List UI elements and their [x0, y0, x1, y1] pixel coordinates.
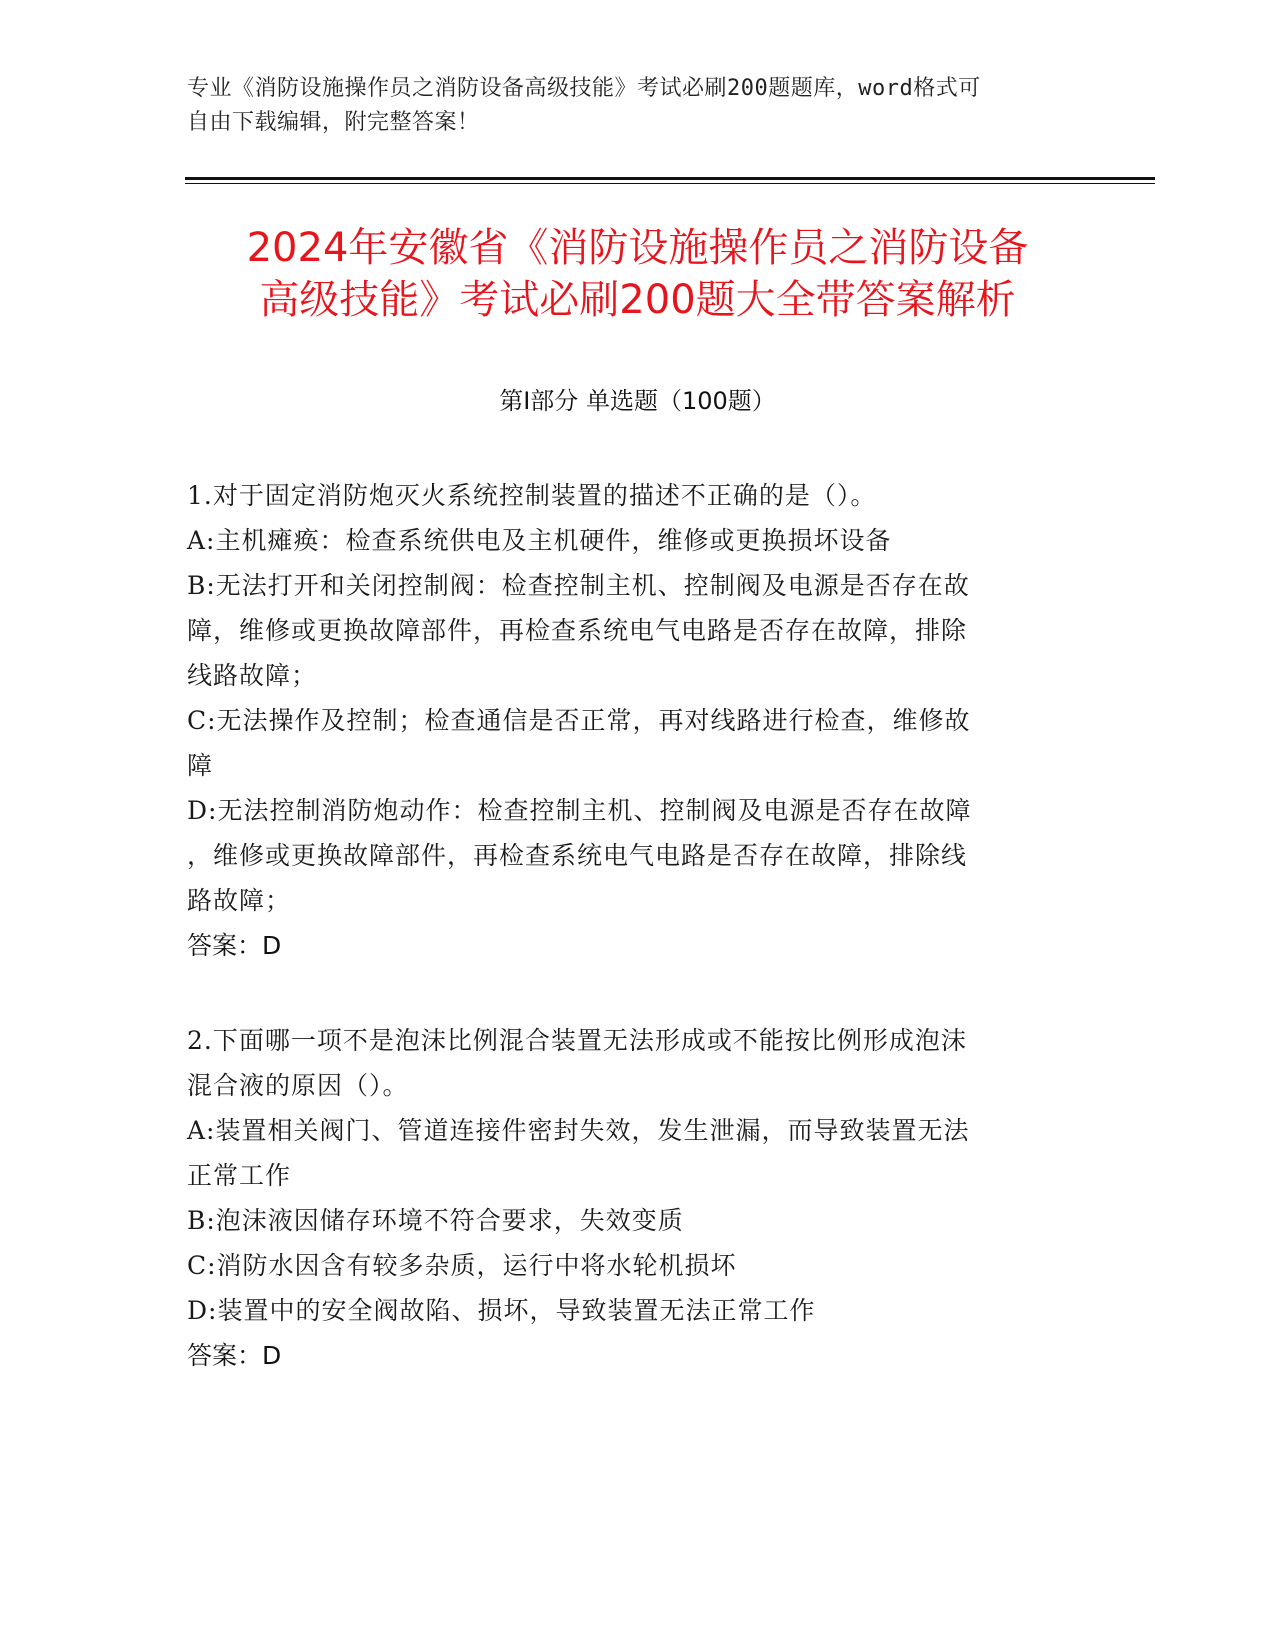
option-a: A:主机瘫痪：检查系统供电及主机硬件，维修或更换损坏设备: [187, 526, 892, 555]
option-c: C:无法操作及控制；检查通信是否正常，再对线路进行检查，维修故: [187, 706, 971, 735]
header-note: [187, 72, 1067, 140]
option-d-continued: 路故障；: [187, 886, 292, 915]
section-heading: 第Ⅰ部分 单选题（100题）: [499, 387, 776, 415]
answer-line: 答案：D: [187, 931, 282, 960]
header-note-line: 自由下载编辑，附完整答案！: [187, 110, 480, 135]
option-d: D:无法控制消防炮动作：检查控制主机、控制阀及电源是否存在故障: [187, 796, 972, 825]
question-block: [187, 473, 1087, 968]
option-d: D:装置中的安全阀故陷、损坏，导致装置无法正常工作: [187, 1296, 816, 1325]
option-c: C:消防水因含有较多杂质，运行中将水轮机损坏: [187, 1251, 737, 1280]
header-divider: [185, 177, 1155, 180]
option-d-continued: ，维修或更换故障部件，再检查系统电气电路是否存在故障，排除线: [187, 841, 968, 870]
question-block: [187, 1018, 1087, 1378]
header-divider-thin: [185, 183, 1155, 184]
document-title-line: 2024年安徽省《消防设施操作员之消防设备: [246, 225, 1029, 271]
option-a-continued: 正常工作: [187, 1161, 292, 1190]
option-a: A:装置相关阀门、管道连接件密封失效，发生泄漏，而导致装置无法: [187, 1116, 970, 1145]
header-note-line: 专业《消防设施操作员之消防设备高级技能》考试必刷200题题库，word格式可: [187, 76, 981, 101]
question-stem: 1.对于固定消防炮灭火系统控制装置的描述不正确的是（）。: [187, 481, 877, 510]
option-b-continued: 线路故障；: [187, 661, 318, 690]
document-title-line: 高级技能》考试必刷200题大全带答案解析: [259, 277, 1016, 323]
option-b: B:无法打开和关闭控制阀：检查控制主机、控制阀及电源是否存在故: [187, 571, 970, 600]
document-title: [170, 222, 1105, 326]
question-stem-continued: 混合液的原因（）。: [187, 1071, 409, 1100]
option-b: B:泡沫液因储存环境不符合要求，失效变质: [187, 1206, 684, 1235]
question-stem: 2.下面哪一项不是泡沫比例混合装置无法形成或不能按比例形成泡沫: [187, 1026, 967, 1055]
answer-line: 答案：D: [187, 1341, 282, 1370]
option-c-continued: 障: [187, 751, 214, 780]
option-b-continued: 障，维修或更换故障部件，再检查系统电气电路是否存在故障，排除: [187, 616, 968, 645]
